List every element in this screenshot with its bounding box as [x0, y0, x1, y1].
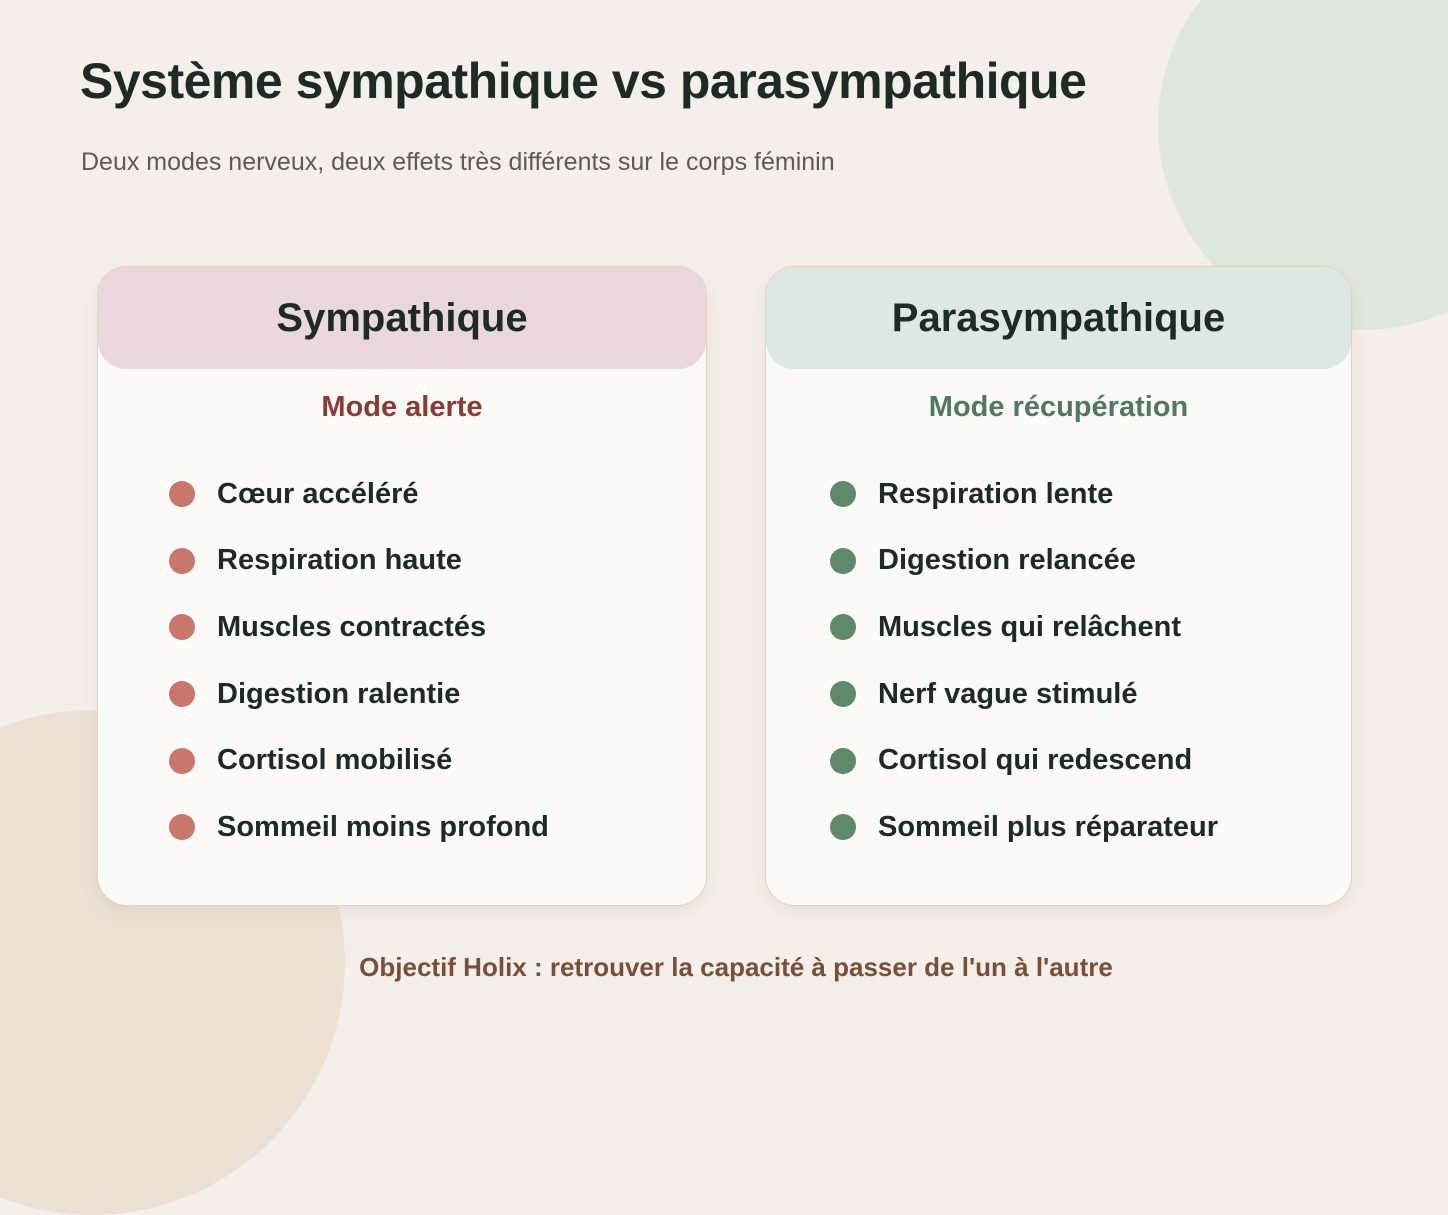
list-item: [830, 661, 1351, 728]
list-item: [169, 727, 706, 794]
bullet-dot-icon: [830, 614, 856, 640]
bullet-dot-icon: [169, 614, 195, 640]
bullet-dot-icon: [830, 748, 856, 774]
effect-label: Digestion ralentie: [217, 677, 461, 710]
effect-label: Respiration lente: [878, 477, 1114, 510]
bullet-dot-icon: [169, 748, 195, 774]
footer-note: Objectif Holix : retrouver la capacité à passer de l'un à l'autre: [359, 952, 1113, 982]
bullet-dot-icon: [830, 481, 856, 507]
list-item: [830, 794, 1351, 861]
parasympathetic-mode-label: Mode récupération: [928, 391, 1189, 423]
bullet-dot-icon: [169, 548, 195, 574]
parasympathetic-card: [765, 266, 1352, 906]
list-item: [169, 461, 706, 528]
effect-label: Digestion relancée: [878, 544, 1136, 577]
bullet-dot-icon: [169, 681, 195, 707]
effect-label: Cortisol qui redescend: [878, 744, 1193, 777]
list-item: [830, 461, 1351, 528]
parasympathetic-effects-list: [766, 461, 1351, 861]
bullet-dot-icon: [830, 681, 856, 707]
list-item: [830, 594, 1351, 661]
bullet-dot-icon: [169, 814, 195, 840]
sympathetic-card-header: [98, 267, 706, 369]
bullet-dot-icon: [830, 814, 856, 840]
effect-label: Respiration haute: [217, 544, 462, 577]
list-item: [830, 727, 1351, 794]
bullet-dot-icon: [169, 481, 195, 507]
sympathetic-card: [97, 266, 707, 906]
effect-label: Nerf vague stimulé: [878, 677, 1138, 710]
effect-label: Muscles contractés: [217, 610, 487, 643]
sympathetic-mode-label: Mode alerte: [321, 391, 483, 423]
list-item: [169, 528, 706, 595]
list-item: [169, 661, 706, 728]
effect-label: Cœur accéléré: [217, 477, 419, 510]
effect-label: Muscles qui relâchent: [878, 610, 1181, 643]
sympathetic-effects-list: [98, 461, 706, 861]
list-item: [830, 528, 1351, 595]
effect-label: Sommeil plus réparateur: [878, 810, 1219, 843]
sympathetic-card-title: Sympathique: [276, 295, 528, 340]
effect-label: Sommeil moins profond: [217, 810, 549, 843]
list-item: [169, 794, 706, 861]
parasympathetic-card-title: Parasympathique: [891, 295, 1226, 340]
page-subtitle: Deux modes nerveux, deux effets très différents sur le corps féminin: [81, 148, 835, 176]
list-item: [169, 594, 706, 661]
parasympathetic-card-header: [766, 267, 1351, 369]
effect-label: Cortisol mobilisé: [217, 744, 453, 777]
bullet-dot-icon: [830, 548, 856, 574]
page-title: Système sympathique vs parasympathique: [80, 53, 1087, 109]
